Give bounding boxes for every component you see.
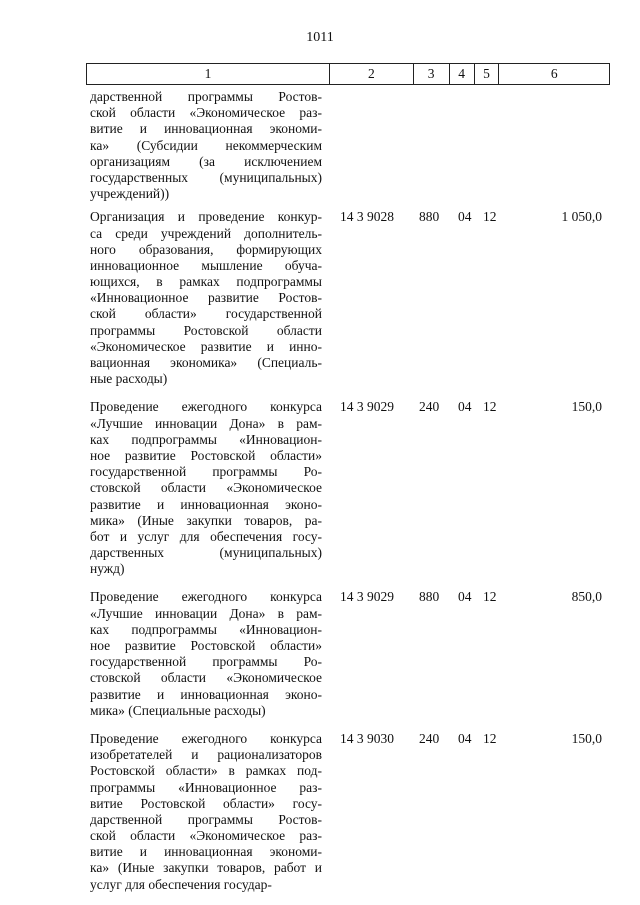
description-line: ской области «Экономическое раз- [90, 105, 322, 121]
row-description [90, 731, 322, 893]
description-line: ка» (Субсидии некоммерческим [90, 137, 322, 153]
section-cell: 04 [458, 589, 472, 605]
subsection-cell: 12 [483, 589, 497, 605]
description-line: ках подпрограммы «Инновацион- [90, 431, 322, 447]
table-header [86, 63, 610, 85]
description-line: нужд) [90, 561, 125, 577]
description-line: «Инновационное развитие Ростов- [90, 290, 322, 306]
column-header-1: 1 [87, 64, 330, 84]
expense-type-cell: 240 [419, 730, 440, 746]
description-line: инновационное мышление обуча- [90, 257, 322, 273]
description-line: «Лучшие инновации Дона» в рам- [90, 605, 322, 621]
description-line: ющихся, в рамках подпрограммы [90, 274, 322, 290]
description-line: ные расходы) [90, 371, 168, 387]
table-row [90, 89, 610, 202]
description-line: стовской области «Экономическое [90, 480, 322, 496]
description-line: ка» (Иные закупки товаров, работ и [90, 860, 322, 876]
description-line: государственных (муниципальных) [90, 169, 322, 185]
budget-code-cell: 14 3 9028 [340, 209, 394, 225]
description-line: вационная экономика» (Специаль- [90, 355, 322, 370]
column-header-6: 6 [550, 66, 558, 81]
subsection-cell: 12 [483, 399, 497, 415]
column-header-4: 4 [450, 64, 475, 84]
column-header-5: 5 [475, 64, 500, 84]
description-line: са среди учреждений дополнитель- [90, 225, 322, 241]
description-line: Проведение ежегодного конкурса [90, 399, 322, 415]
description-line: ное развитие Ростовской области» [90, 638, 322, 653]
description-line: дарственной программы Ростов- [90, 89, 322, 104]
expense-type-cell: 240 [419, 399, 440, 415]
description-line: дарственных (муниципальных) [90, 545, 322, 561]
table-row [90, 731, 610, 893]
description-line: Организация и проведение конкур- [90, 209, 322, 225]
description-line: развитие и инновационная эконо- [90, 496, 322, 512]
description-line: «Лучшие инновации Дона» в рам- [90, 415, 322, 431]
description-line: государственной программы Ро- [90, 464, 322, 480]
section-cell: 04 [458, 209, 472, 225]
description-line: государственной программы Ро- [90, 654, 322, 670]
amount-cell: 150,0 [571, 730, 602, 746]
table-row [90, 209, 610, 387]
description-line: ской области» государственной [90, 306, 322, 322]
description-line: бот и услуг для обеспечения госу- [90, 528, 322, 544]
budget-code-cell: 14 3 9029 [340, 399, 394, 415]
description-line: развитие и инновационная эконо- [90, 686, 322, 702]
amount-cell: 850,0 [571, 589, 602, 605]
row-description [90, 209, 322, 387]
description-line: ской области «Экономическое раз- [90, 828, 322, 844]
table-row [90, 399, 610, 577]
description-line: ного образования, формирующих [90, 241, 322, 257]
description-line: изобретателей и рационализаторов [90, 747, 322, 763]
description-line: Проведение ежегодного конкурса [90, 589, 322, 605]
description-line: «Экономическое развитие и инно- [90, 338, 322, 354]
description-line: учреждений)) [90, 186, 170, 202]
column-header-3: 3 [414, 64, 450, 84]
table-row [90, 589, 610, 719]
description-line: программы Ростовской области [90, 322, 322, 338]
description-line: витие Ростовской области» госу- [90, 795, 322, 811]
description-line: мика» (Иные закупки товаров, ра- [90, 512, 322, 528]
description-line: стовской области «Экономическое [90, 670, 322, 686]
description-line: Проведение ежегодного конкурса [90, 730, 322, 746]
description-line: мика» (Специальные расходы) [90, 702, 266, 718]
subsection-cell: 12 [483, 209, 497, 225]
budget-code-cell: 14 3 9029 [340, 589, 394, 605]
budget-code-cell: 14 3 9030 [340, 730, 394, 746]
description-line: ках подпрограммы «Инновацион- [90, 621, 322, 637]
description-line: дарственной программы Ростов- [90, 811, 322, 827]
amount-cell: 150,0 [571, 399, 602, 415]
section-cell: 04 [458, 399, 472, 415]
row-description [90, 89, 322, 202]
page-number: 1011 [306, 30, 334, 45]
description-line: витие и инновационная экономи- [90, 844, 322, 860]
amount-cell: 1 050,0 [561, 209, 602, 225]
description-line: программы «Инновационное раз- [90, 779, 322, 795]
description-line: Ростовской области» в рамках под- [90, 763, 322, 779]
expense-type-cell: 880 [419, 209, 440, 225]
description-line: услуг для обеспечения государ- [90, 876, 272, 892]
description-line: витие и инновационная экономи- [90, 121, 322, 137]
section-cell: 04 [458, 730, 472, 746]
description-line: ное развитие Ростовской области» [90, 447, 322, 463]
description-line: организациям (за исключением [90, 153, 322, 169]
row-description [90, 589, 322, 719]
column-header-2: 2 [330, 64, 414, 84]
table-body [90, 89, 610, 893]
expense-type-cell: 880 [419, 589, 440, 605]
subsection-cell: 12 [483, 730, 497, 746]
row-description [90, 399, 322, 577]
